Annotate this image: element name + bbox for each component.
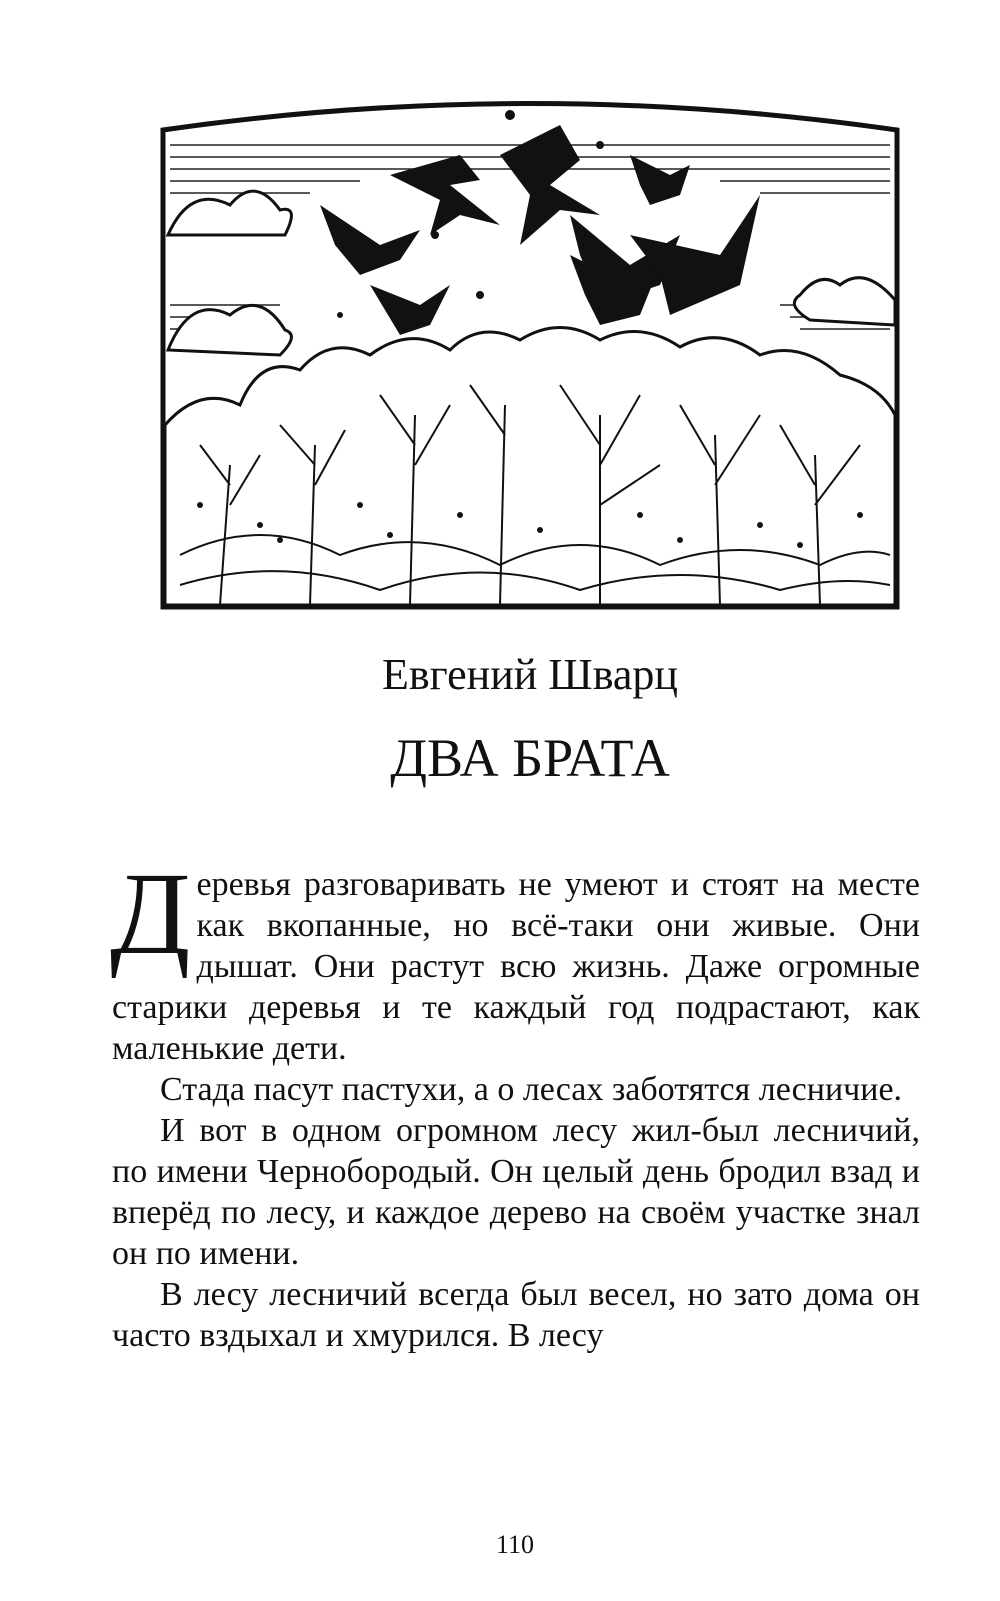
paragraph: В лесу лесничий всегда был весел, но зато дома он часто вздыхал и хмурился. В лесу [112,1276,920,1354]
story-title: ДВА БРАТА [390,728,670,788]
page-number: 110 [495,1530,535,1559]
story-text [110,848,920,1356]
author-name: Евгений Шварц [382,650,678,699]
paragraph: Стада пасут пастухи, а о лесах заботятся лесничие. [160,1071,903,1108]
paragraph-text: еревья разговаривать не умеют и стоят на месте как вкопанные, но всё-таки они живые. Они дышат. Они растут всю жизнь. Даже огромные старики деревья и те каждый год подрастают, как маленькие дети. [112,866,920,1067]
forest-birds-icon [160,85,900,610]
paragraph: И вот в одном огромном лесу жил-был лесничий, по имени Чернобородый. Он целый день бродил взад и вперёд по лесу, и каждое дерево на своём участке знал он по имени. [112,1112,920,1272]
paragraph [110,848,920,1069]
woodcut-illustration [160,85,900,610]
drop-cap: Д [110,848,191,979]
